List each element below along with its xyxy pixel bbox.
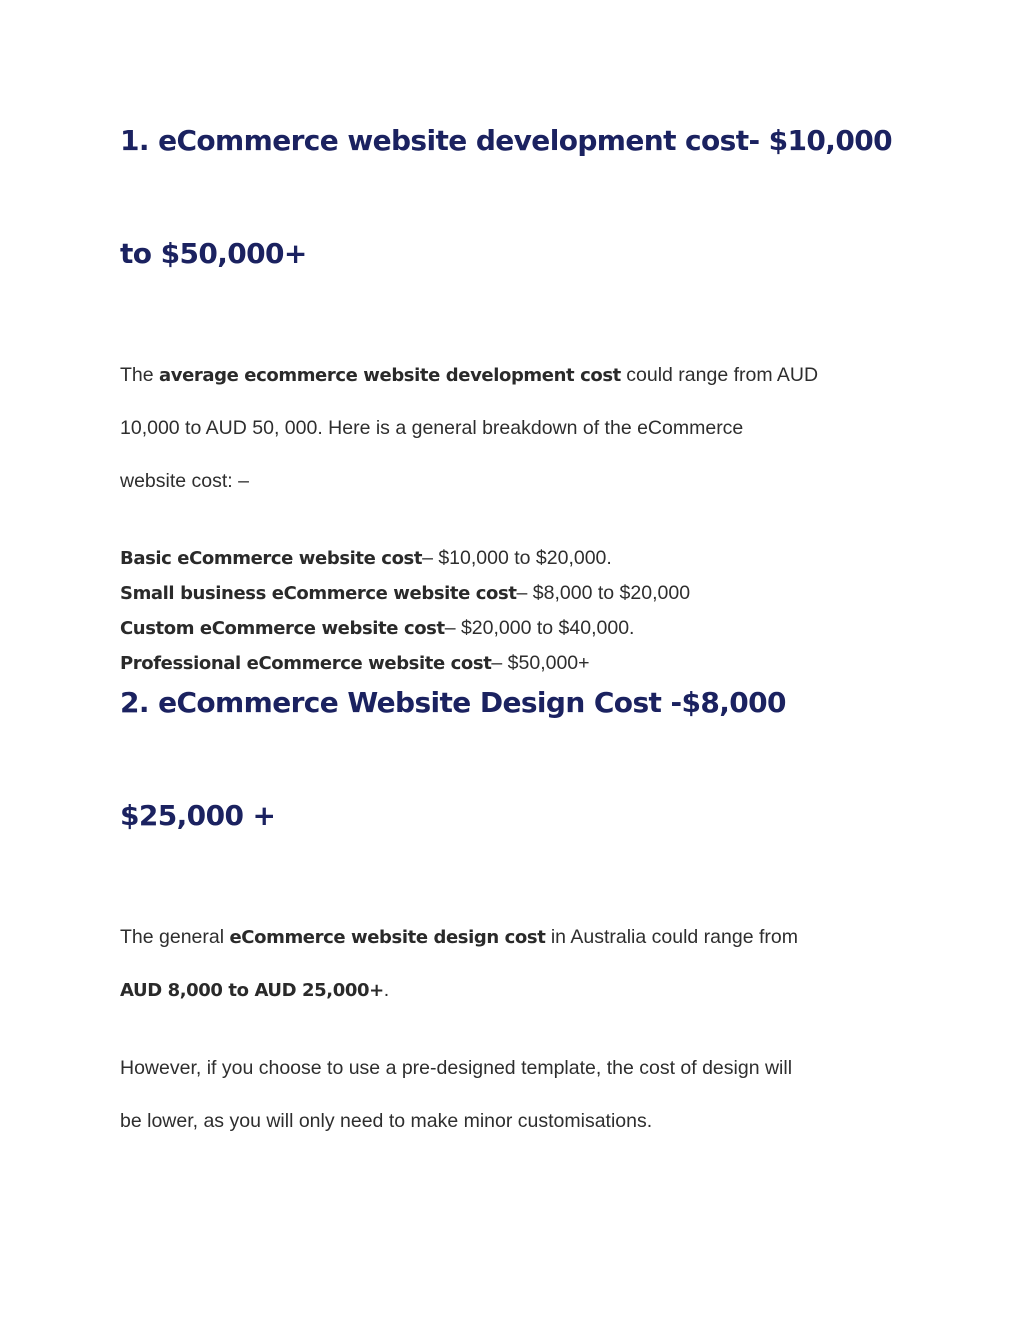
section2-para1-line2	[120, 979, 389, 1002]
breakdown-item-professional	[120, 652, 590, 675]
breakdown-label: Basic eCommerce website cost	[120, 548, 423, 569]
breakdown-item-basic	[120, 547, 612, 570]
section1-intro-line2: 10,000 to AUD 50, 000. Here is a general breakdown of the eCommerce	[120, 417, 744, 439]
section1-heading-line2: to $50,000+	[120, 237, 307, 270]
section2-heading-line1: 2. eCommerce Website Design Cost -$8,000	[120, 686, 786, 719]
breakdown-value: – $10,000 to $20,000.	[422, 547, 612, 569]
section1-intro-line1	[120, 364, 818, 387]
intro-bold-phrase: average ecommerce website development cost	[159, 365, 621, 386]
para1-prefix: The general	[120, 926, 230, 948]
intro-prefix: The	[120, 364, 160, 386]
breakdown-label: Professional eCommerce website cost	[120, 653, 492, 674]
section2-heading-line2: $25,000 +	[120, 799, 276, 832]
breakdown-item-small-business	[120, 582, 690, 605]
section2-para2-line2: be lower, as you will only need to make minor customisations.	[120, 1110, 653, 1132]
para1-suffix: in Australia could range from	[545, 926, 798, 948]
period: .	[383, 979, 390, 1001]
breakdown-label: Small business eCommerce website cost	[120, 583, 517, 604]
section2-para1-line1	[120, 926, 798, 949]
breakdown-label: Custom eCommerce website cost	[120, 618, 445, 639]
intro-suffix: could range from AUD	[620, 364, 819, 386]
breakdown-value: – $8,000 to $20,000	[516, 582, 691, 604]
breakdown-item-custom	[120, 617, 634, 640]
section1-intro-line3: website cost: –	[120, 470, 249, 492]
breakdown-value: – $20,000 to $40,000.	[444, 617, 635, 639]
section2-para2-line1: However, if you choose to use a pre-designed template, the cost of design will	[120, 1057, 793, 1079]
section1-heading-line1: 1. eCommerce website development cost- $10,000	[120, 124, 892, 157]
price-range-bold: AUD 8,000 to AUD 25,000+	[120, 980, 384, 1001]
para1-bold-phrase: eCommerce website design cost	[229, 927, 546, 948]
breakdown-value: – $50,000+	[491, 652, 590, 674]
